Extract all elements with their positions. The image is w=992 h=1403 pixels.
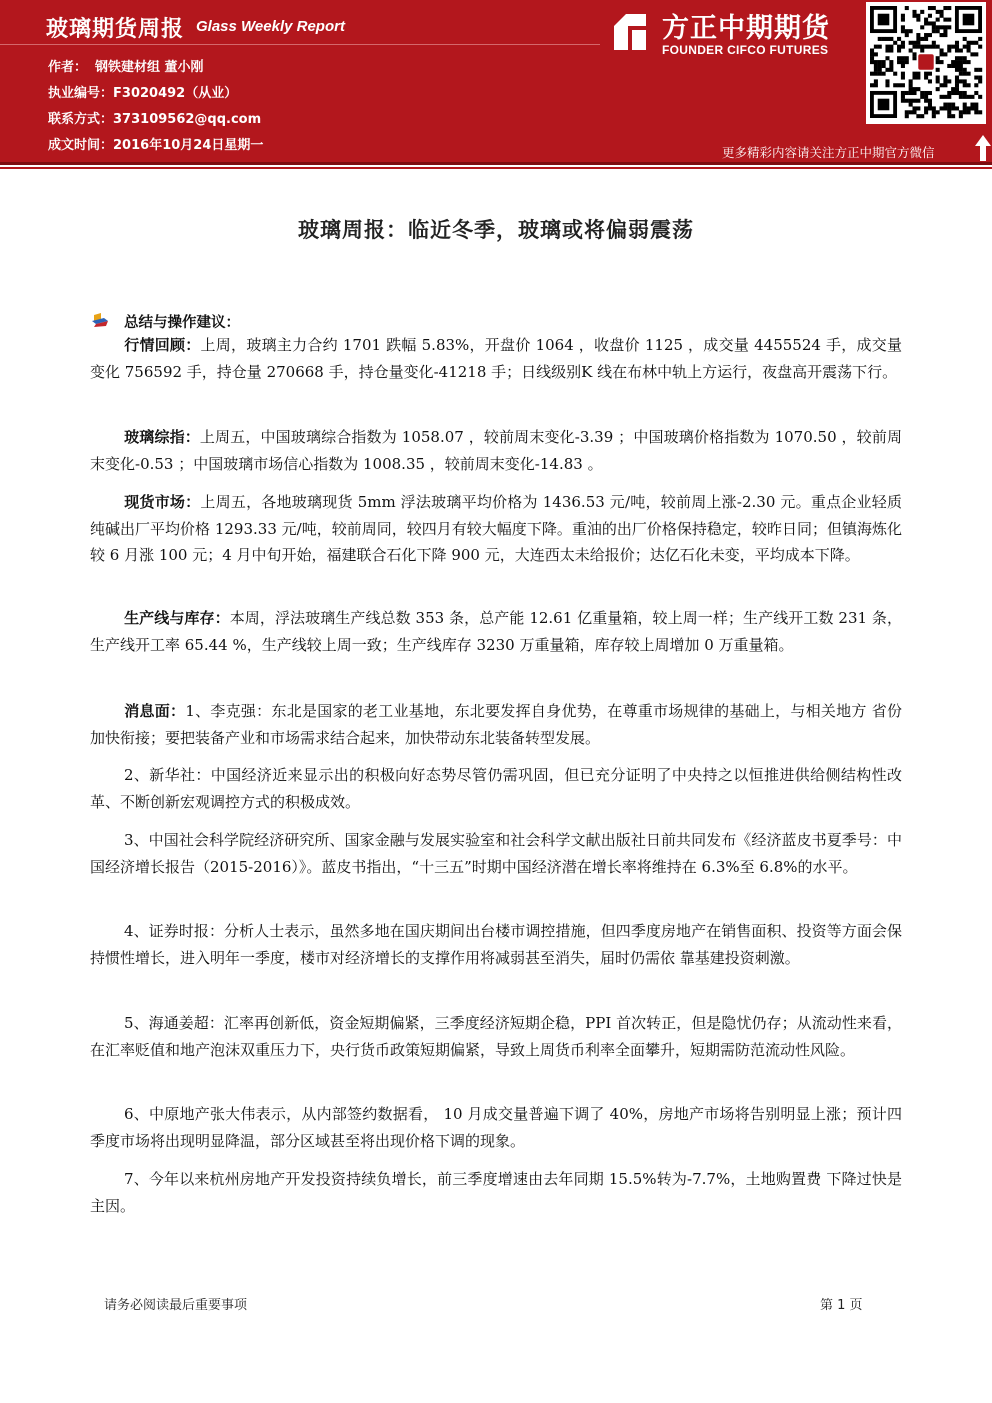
paragraph-text: 1、李克强：东北是国家的老工业基地，东北要发挥自身优势，在尊重市场规律的基础上，与相关地方 省份加快衔接；要把装备产业和市场需求结合起来，加快带动东北装备转型发展。: [90, 702, 902, 747]
qr-code: [866, 2, 986, 124]
meta-label: 作者：: [48, 60, 88, 75]
paragraph-news-4: [90, 918, 902, 971]
paragraph-news-3: [90, 827, 902, 880]
paragraph-news-2: [90, 762, 902, 815]
paragraph-news-5: [90, 1010, 902, 1063]
paragraph-news-7: [90, 1166, 902, 1219]
meta-value: 钢铁建材组 董小刚: [95, 60, 204, 75]
paragraph-market-review: [90, 332, 902, 385]
qr-code-icon: [866, 2, 986, 124]
header-bottom-strip: [0, 162, 992, 165]
paragraph-lead: 现货市场：: [124, 493, 201, 511]
meta-value: F3020492（从业）: [113, 86, 238, 101]
paragraph-production-inventory: [90, 605, 902, 658]
footer-notice: 请务必阅读最后重要事项: [104, 1298, 248, 1313]
report-title-cn: 玻璃期货周报: [46, 17, 185, 42]
document-title: 玻璃周报：临近冬季，玻璃或将偏弱震荡: [298, 218, 694, 242]
paragraph-text: 4、证券时报：分析人士表示，虽然多地在国庆期间出台楼市调控措施，但四季度房地产在销售面积、投资等方面会保持惯性增长，进入明年一季度，楼市对经济增长的支撑作用将减弱甚至消失，届时仍需依 靠基建投资刺激。: [90, 922, 902, 967]
meta-label: 成文时间：: [48, 138, 114, 153]
summary-heading: 总结与操作建议：: [124, 315, 240, 331]
paragraph-glass-index: [90, 424, 902, 477]
paragraph-text: 上周五，中国玻璃综合指数为 1058.07 ，较前周末变化-3.39 ；中国玻璃价格指数为 1070.50 ，较前周末变化-0.53 ；中国玻璃市场信心指数为 1008.35 ，较前周末变化-14.83 。: [90, 428, 902, 473]
paragraph-text: 上周五，各地玻璃现货 5mm 浮法玻璃平均价格为 1436.53 元/吨，较前周上涨-2.30 元。重点企业轻质纯碱出厂平均价格 1293.33 元/吨，较前周同，较四月有较大幅度下降。重油的出厂价格保持稳定，较昨日同；但镇海炼化较 6 月涨 100 元；4 月中旬开始，福建联合石化下降 900 元，大连西太未给报价；达亿石化未变，平均成本下降。: [90, 493, 902, 564]
paragraph-lead: 生产线与库存：: [124, 609, 230, 627]
follow-wechat-text: 更多精彩内容请关注方正中期官方微信: [722, 145, 935, 160]
meta-label: 执业编号：: [48, 86, 114, 101]
paragraph-lead: 行情回顾：: [124, 336, 201, 354]
paragraph-lead: 消息面：: [124, 702, 186, 720]
paragraph-lead: 玻璃综指：: [124, 428, 200, 446]
paragraph-news-6: [90, 1101, 902, 1154]
meta-value: 2016年10月24日星期一: [113, 138, 264, 153]
paragraph-text: 7、今年以来杭州房地产开发投资持续负增长，前三季度增速由去年同期 15.5%转为-7.7%，土地购置费 下降过快是主因。: [90, 1170, 902, 1215]
logo-text-en: FOUNDER CIFCO FUTURES: [662, 43, 829, 57]
paragraph-spot-market: [90, 489, 902, 569]
meta-value: 373109562@qq.com: [113, 112, 262, 127]
company-logo: [606, 4, 858, 62]
paragraph-text: 6、中原地产张大伟表示，从内部签约数据看， 10 月成交量普遍下调了 40%，房地产市场将告别明显上涨；预计四季度市场将出现明显降温，部分区域甚至将出现价格下调的现象。: [90, 1105, 902, 1150]
paragraph-text: 本周，浮法玻璃生产线总数 353 条，总产能 12.61 亿重量箱，较上周一样；生产线开工数 231 条，生产线开工率 65.44 %，生产线较上周一致；生产线库存 3230 万重量箱，库存较上周增加 0 万重量箱。: [90, 609, 902, 654]
arrow-up-icon: [974, 134, 992, 162]
page-number: 第 1 页: [820, 1298, 863, 1313]
header-divider: [0, 167, 992, 169]
paragraph-text: 3、中国社会科学院经济研究所、国家金融与发展实验室和社会科学文献出版社日前共同发布《经济蓝皮书夏季号：中国经济增长报告（2015-2016）》。蓝皮书指出，“十三五”时期中国经济潜在增长率将维持在 6.3%至 6.8%的水平。: [90, 831, 902, 876]
logo-mark-icon: [606, 10, 650, 54]
paragraph-text: 5、海通姜超：汇率再创新低，资金短期偏紧，三季度经济短期企稳，PPI 首次转正，但是隐忧仍存；从流动性来看，在汇率贬值和地产泡沫双重压力下，央行货币政策短期偏紧，导致上周货币利率全面攀升，短期需防范流动性风险。: [90, 1014, 902, 1059]
title-underline: [0, 44, 600, 45]
meta-license: [48, 82, 237, 101]
paragraph-text: 2、新华社：中国经济近来显示出的积极向好态势尽管仍需巩固，但已充分证明了中央持之以恒推进供给侧结构性改革、不断创新宏观调控方式的积极成效。: [90, 766, 902, 811]
logo-text-cn: 方正中期期货: [662, 13, 830, 44]
meta-contact: [48, 108, 261, 127]
meta-date: [48, 134, 263, 153]
report-title-en: Glass Weekly Report: [196, 18, 345, 35]
paragraph-news-1: [90, 698, 902, 751]
meta-author: [48, 56, 204, 75]
summary-bullet-icon: [92, 313, 108, 327]
meta-label: 联系方式：: [48, 112, 114, 127]
paragraph-text: 上周，玻璃主力合约 1701 跌幅 5.83%，开盘价 1064 ，收盘价 1125 ，成交量 4455524 手，成交量变化 756592 手，持仓量 270668 手，持仓量变化-41218 手；日线级别K 线在布林中轨上方运行，夜盘高开震荡下行。: [90, 336, 902, 381]
